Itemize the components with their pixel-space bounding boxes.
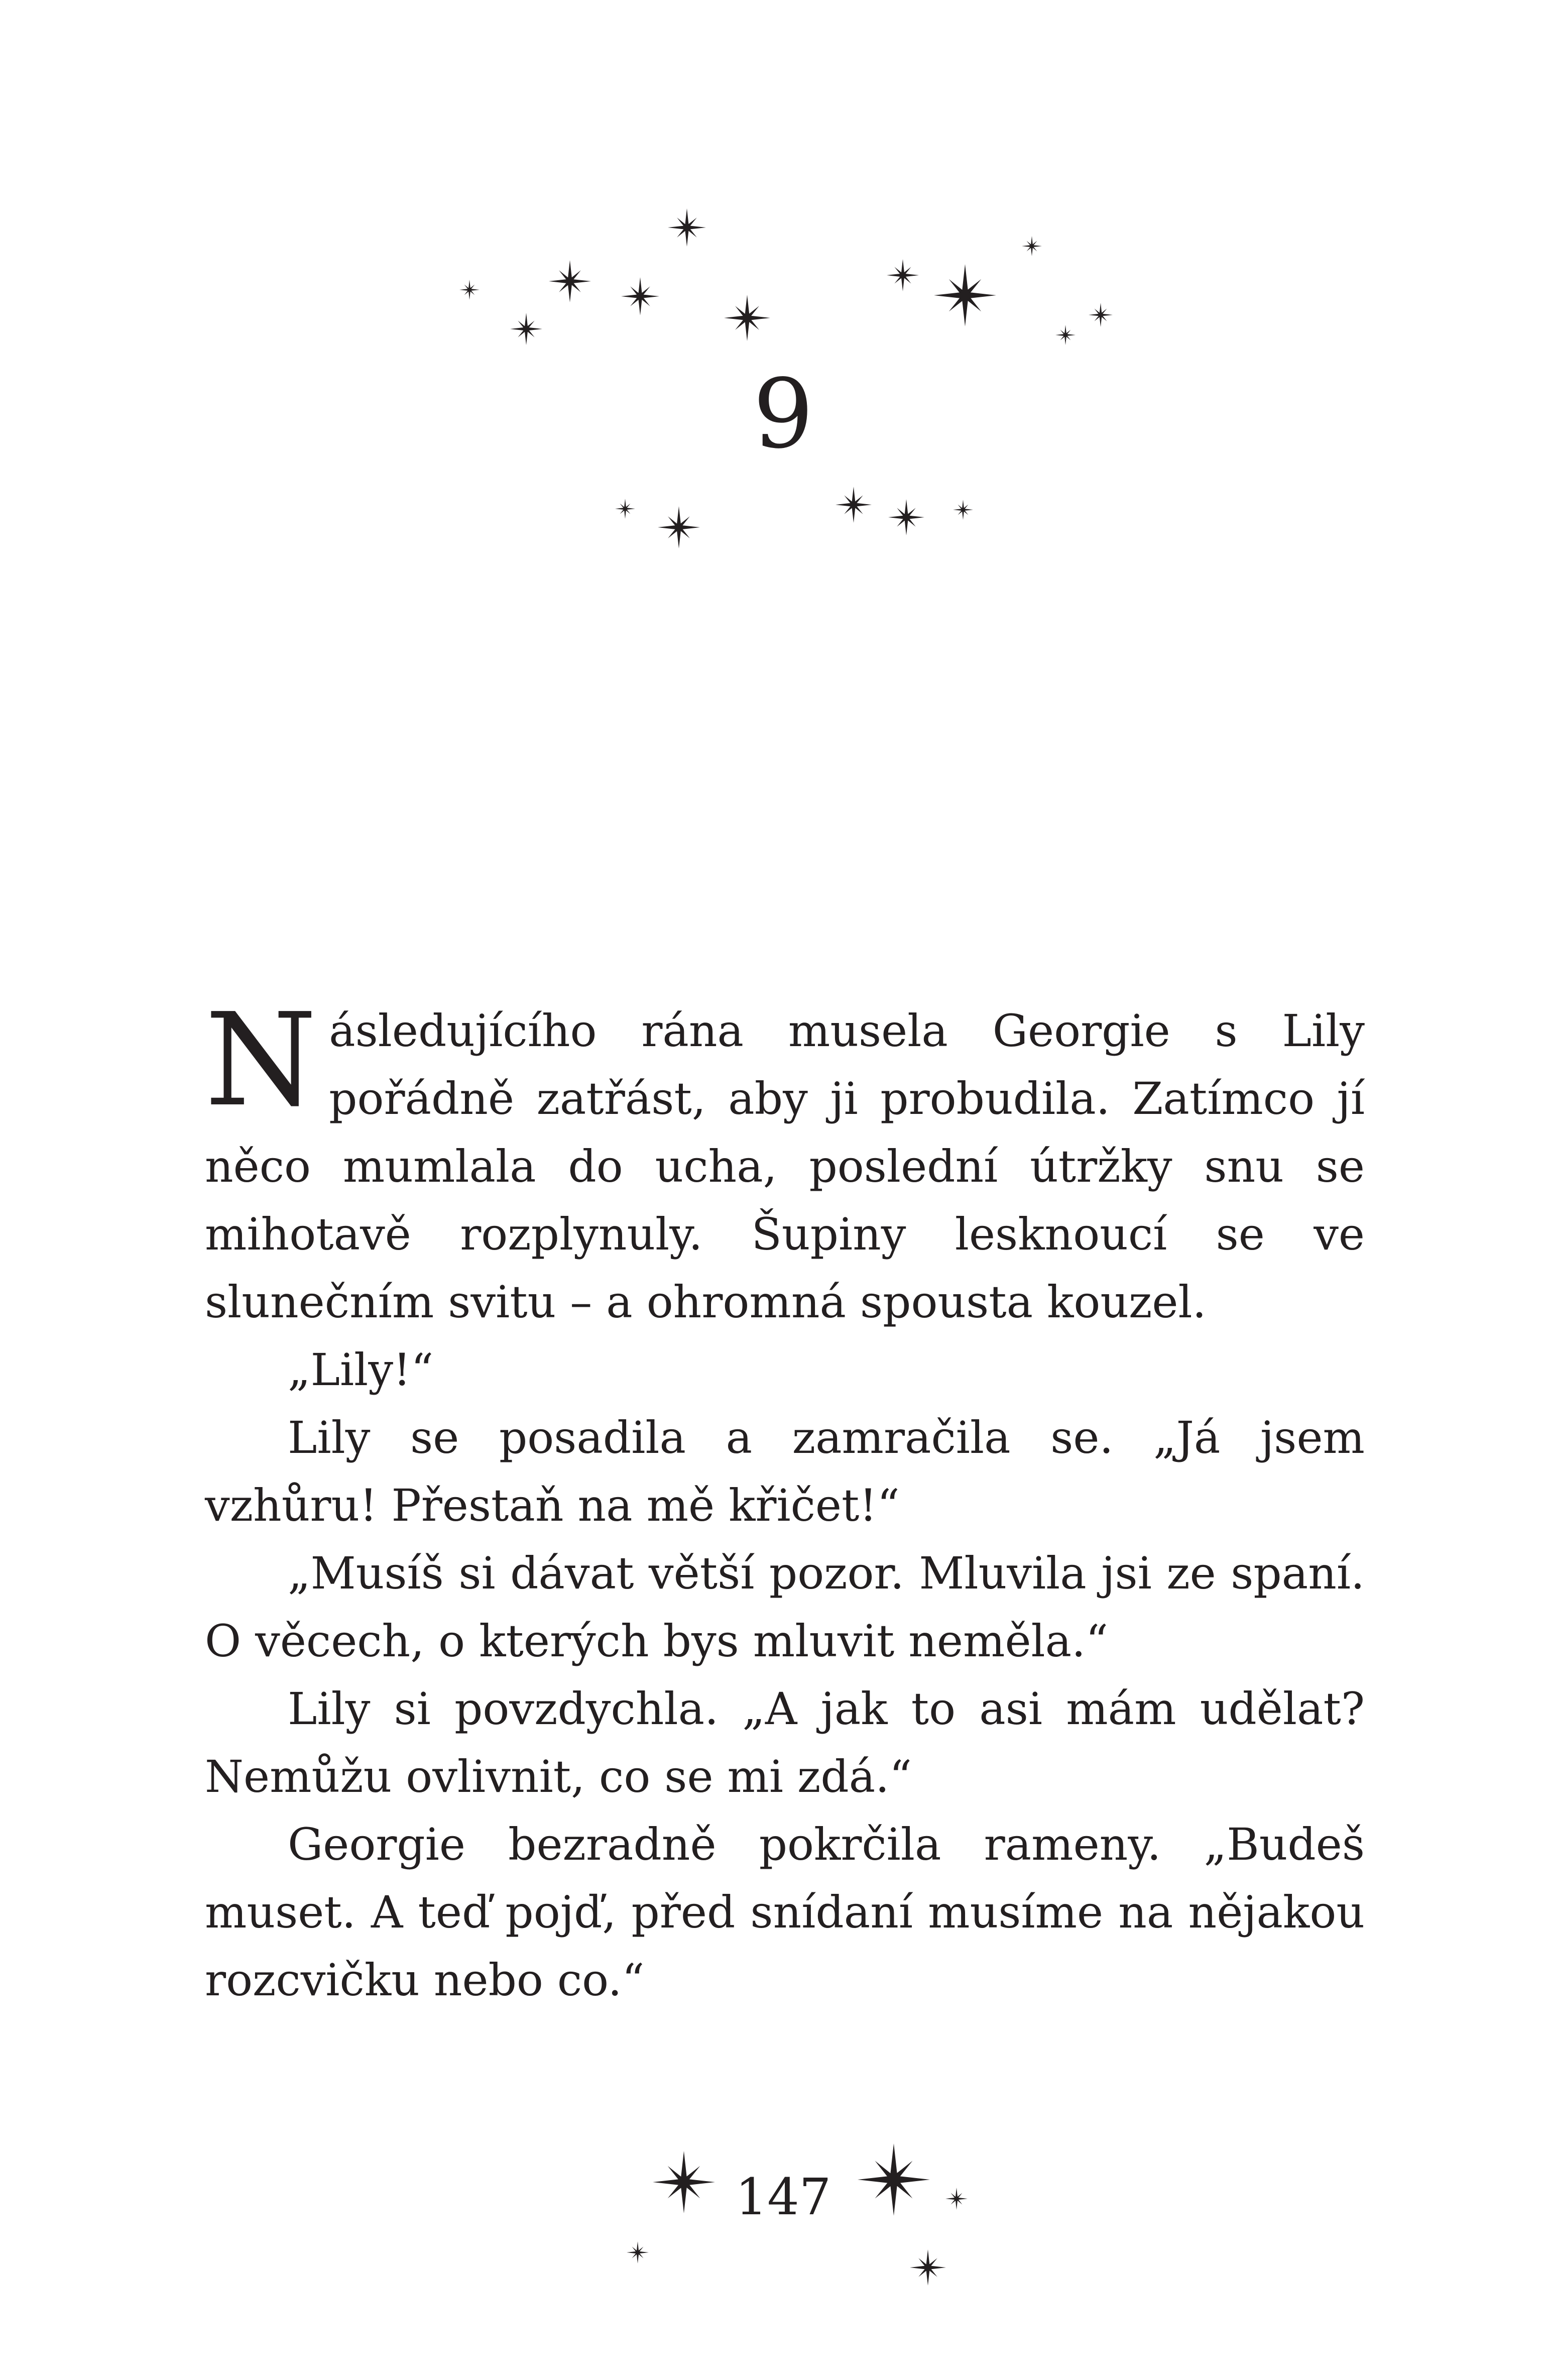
first-paragraph-text: ásledujícího rána musela Georgie s Lily pořádně zatřást, aby ji probudila. Zatímco jí něco mumlala do ucha, poslední útržky snu se mihotavě rozplynuly. Šupiny lesknoucí se ve slunečním svitu – a ohromná spousta kouzel. bbox=[205, 1005, 1365, 1328]
paragraph: Georgie bezradně pokrčila rameny. „Budeš muset. A teď pojď, před snídaní musíme na nějakou rozcvičku nebo co.“ bbox=[205, 1819, 1365, 2006]
sparkle-star-icon bbox=[887, 259, 919, 291]
sparkle-star-icon bbox=[858, 2143, 930, 2216]
sparkle-star-icon bbox=[934, 264, 996, 326]
sparkle-star-icon bbox=[627, 2241, 649, 2263]
sparkle-star-icon bbox=[888, 499, 924, 535]
chapter-body bbox=[205, 986, 1365, 2014]
paragraph: „Lily!“ bbox=[288, 1344, 434, 1396]
sparkle-star-icon bbox=[653, 2151, 715, 2213]
sparkle-star-icon bbox=[836, 487, 872, 523]
chapter-number: 9 bbox=[753, 359, 814, 470]
drop-cap: N bbox=[205, 986, 317, 1135]
sparkle-star-icon bbox=[510, 313, 542, 345]
sparkle-star-icon bbox=[945, 2188, 968, 2210]
sparkle-star-icon bbox=[668, 208, 706, 247]
sparkle-star-icon bbox=[658, 506, 700, 548]
paragraph: „Musíš si dávat větší pozor. Mluvila jsi ze spaní. O věcech, o kterých bys mluvit neměla.“ bbox=[205, 1547, 1365, 1667]
sparkle-star-icon bbox=[1055, 325, 1076, 345]
sparkle-star-icon bbox=[724, 295, 770, 341]
sparkle-star-icon bbox=[1089, 303, 1113, 327]
paragraph: Lily si povzdychla. „A jak to asi mám udělat? Nemůžu ovlivnit, co se mi zdá.“ bbox=[205, 1683, 1365, 1802]
sparkle-star-icon bbox=[459, 280, 480, 300]
sparkle-star-icon bbox=[621, 277, 659, 315]
page-number: 147 bbox=[735, 2168, 831, 2226]
sparkle-star-icon bbox=[549, 260, 591, 302]
sparkle-star-icon bbox=[1022, 236, 1042, 256]
first-paragraph bbox=[205, 986, 1365, 1336]
sparkle-star-icon bbox=[615, 499, 635, 519]
sparkle-star-icon bbox=[953, 500, 973, 520]
paragraph: Lily se posadila a zamračila se. „Já jsem vzhůru! Přestaň na mě křičet!“ bbox=[205, 1412, 1365, 1531]
sparkle-star-icon bbox=[910, 2249, 946, 2286]
